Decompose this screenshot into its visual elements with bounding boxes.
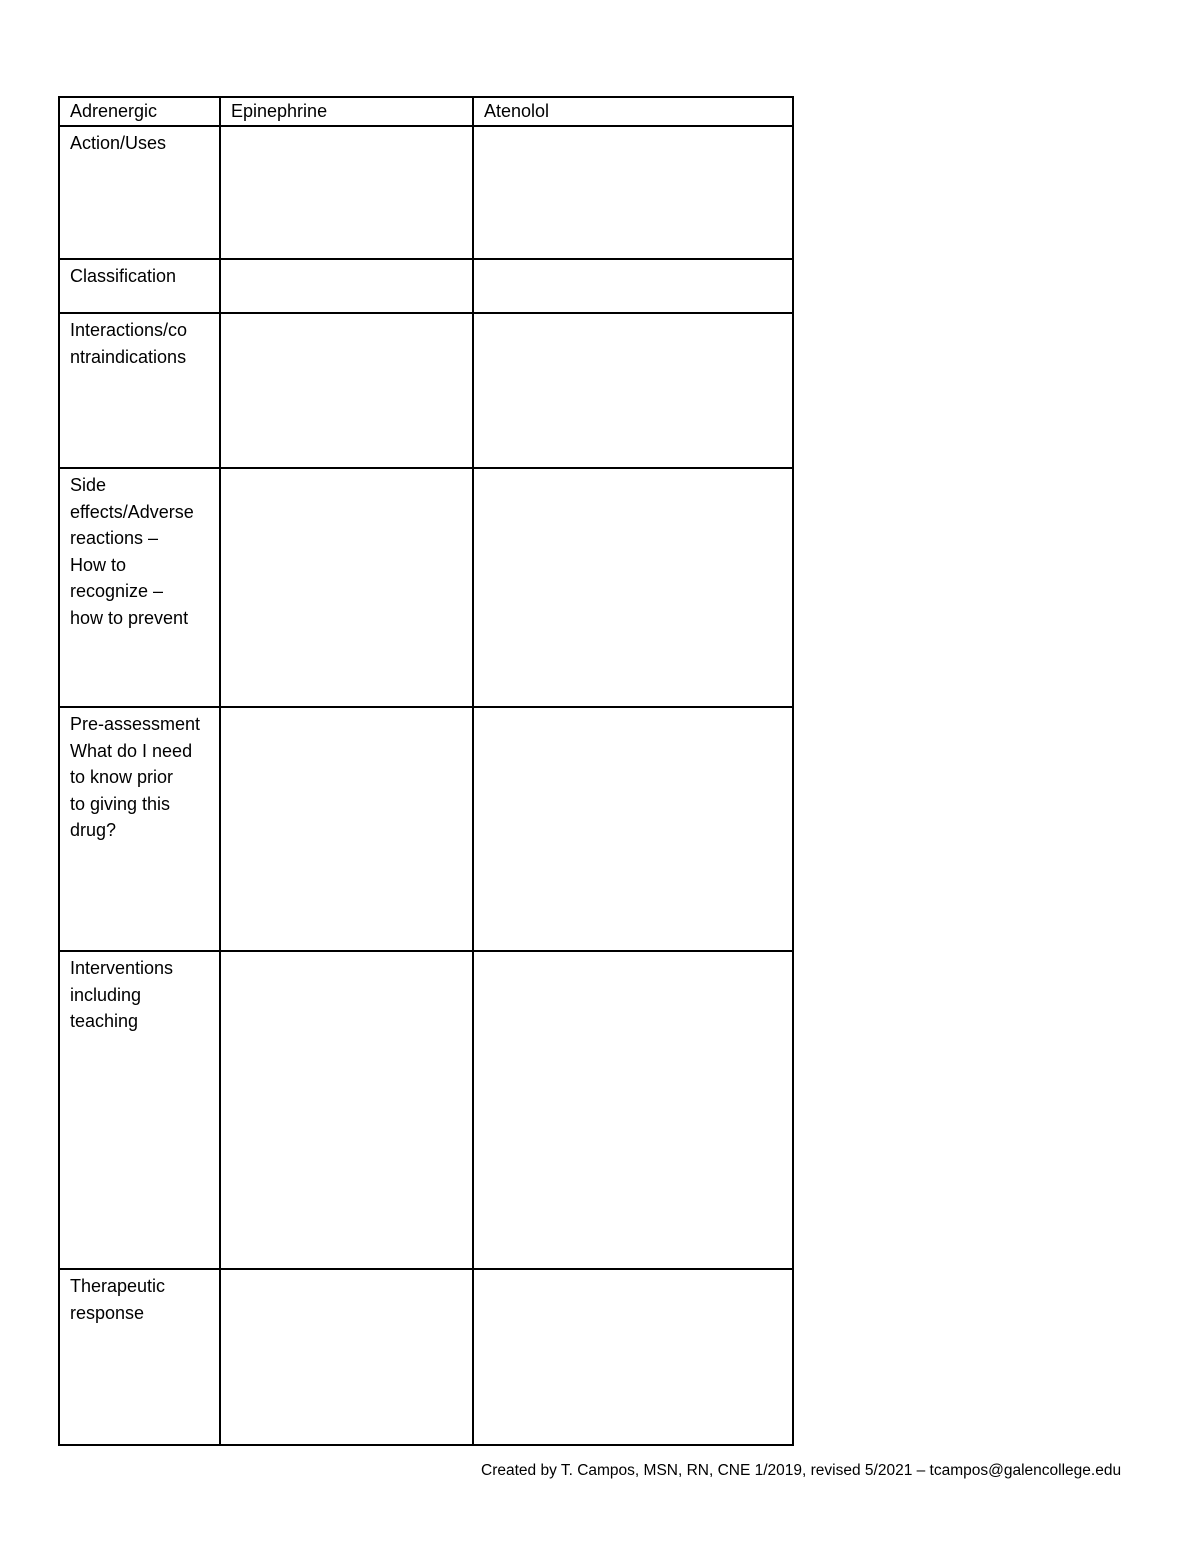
atenolol-classification-cell[interactable] bbox=[473, 259, 793, 313]
row-label: Side effects/Adverse reactions – How to recognize – how to prevent bbox=[59, 468, 220, 707]
atenolol-side-effects-cell[interactable] bbox=[473, 468, 793, 707]
header-drug-atenolol: Atenolol bbox=[473, 97, 793, 126]
epinephrine-side-effects-cell[interactable] bbox=[220, 468, 473, 707]
row-action-uses bbox=[59, 126, 793, 259]
atenolol-interventions-cell[interactable] bbox=[473, 951, 793, 1269]
row-classification bbox=[59, 259, 793, 313]
header-category: Adrenergic bbox=[59, 97, 220, 126]
table-header-row bbox=[59, 97, 793, 126]
row-label: Pre-assessment What do I need to know prior to giving this drug? bbox=[59, 707, 220, 951]
row-label: Therapeutic response bbox=[59, 1269, 220, 1445]
epinephrine-interactions-cell[interactable] bbox=[220, 313, 473, 468]
atenolol-therapeutic-response-cell[interactable] bbox=[473, 1269, 793, 1445]
row-interventions bbox=[59, 951, 793, 1269]
epinephrine-classification-cell[interactable] bbox=[220, 259, 473, 313]
epinephrine-action-uses-cell[interactable] bbox=[220, 126, 473, 259]
atenolol-interactions-cell[interactable] bbox=[473, 313, 793, 468]
row-interactions bbox=[59, 313, 793, 468]
row-label: Classification bbox=[59, 259, 220, 313]
drug-comparison-table bbox=[58, 96, 794, 1446]
atenolol-pre-assessment-cell[interactable] bbox=[473, 707, 793, 951]
row-pre-assessment bbox=[59, 707, 793, 951]
row-label: Interactions/co ntraindications bbox=[59, 313, 220, 468]
footer-credit: Created by T. Campos, MSN, RN, CNE 1/2019, revised 5/2021 – tcampos@galencollege.edu bbox=[481, 1462, 1122, 1479]
header-drug-epinephrine: Epinephrine bbox=[220, 97, 473, 126]
epinephrine-interventions-cell[interactable] bbox=[220, 951, 473, 1269]
epinephrine-therapeutic-response-cell[interactable] bbox=[220, 1269, 473, 1445]
row-side-effects bbox=[59, 468, 793, 707]
row-therapeutic-response bbox=[59, 1269, 793, 1445]
epinephrine-pre-assessment-cell[interactable] bbox=[220, 707, 473, 951]
atenolol-action-uses-cell[interactable] bbox=[473, 126, 793, 259]
row-label: Action/Uses bbox=[59, 126, 220, 259]
row-label: Interventions including teaching bbox=[59, 951, 220, 1269]
